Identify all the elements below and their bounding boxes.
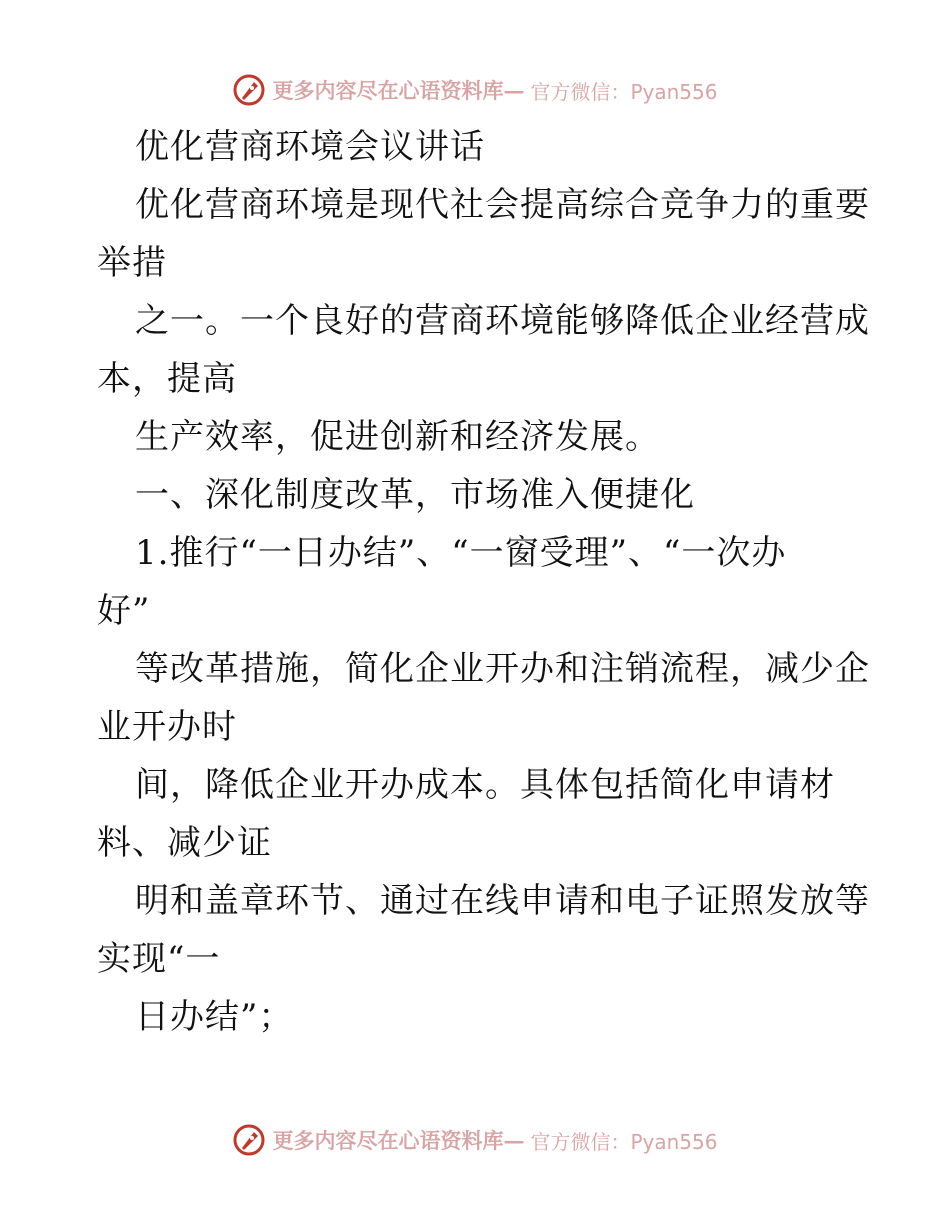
paragraph-line: 实现“一 (97, 939, 221, 979)
document-body (97, 118, 877, 1046)
header-promo-text: 更多内容尽在心语资料库— (272, 78, 525, 103)
paragraph-line: 好” (97, 591, 151, 631)
paragraph-line: 优化营商环境是现代社会提高综合竞争力的重要 (135, 185, 870, 225)
header-wechat-text: 官方微信：Pyan556 (530, 79, 718, 104)
paragraph-line: 之一。一个良好的营商环境能够降低企业经营成 (135, 301, 870, 341)
footer-promo-text: 更多内容尽在心语资料库— (272, 1128, 525, 1153)
paragraph-line: 等改革措施，简化企业开办和注销流程，减少企 (135, 649, 870, 689)
section-heading: 一、深化制度改革，市场准入便捷化 (135, 475, 695, 515)
pen-nib-logo-icon (232, 1123, 266, 1157)
footer-wechat-text: 官方微信：Pyan556 (530, 1129, 718, 1154)
document-title: 优化营商环境会议讲话 (135, 127, 485, 167)
paragraph-line: 业开办时 (97, 707, 237, 747)
pen-nib-logo-icon (232, 73, 266, 107)
paragraph-line: 日办结”； (135, 997, 294, 1037)
paragraph-line: 本，提高 (97, 359, 237, 399)
footer-banner (0, 1120, 950, 1160)
paragraph-line: 1.推行“一日办结”、“一窗受理”、“一次办 (135, 533, 787, 573)
paragraph-line: 明和盖章环节、通过在线申请和电子证照发放等 (135, 881, 870, 921)
paragraph-line: 生产效率，促进创新和经济发展。 (135, 417, 660, 457)
paragraph-line: 料、减少证 (97, 823, 272, 863)
paragraph-line: 举措 (97, 243, 167, 283)
header-banner (0, 70, 950, 110)
paragraph-line: 间，降低企业开办成本。具体包括简化申请材 (135, 765, 835, 805)
